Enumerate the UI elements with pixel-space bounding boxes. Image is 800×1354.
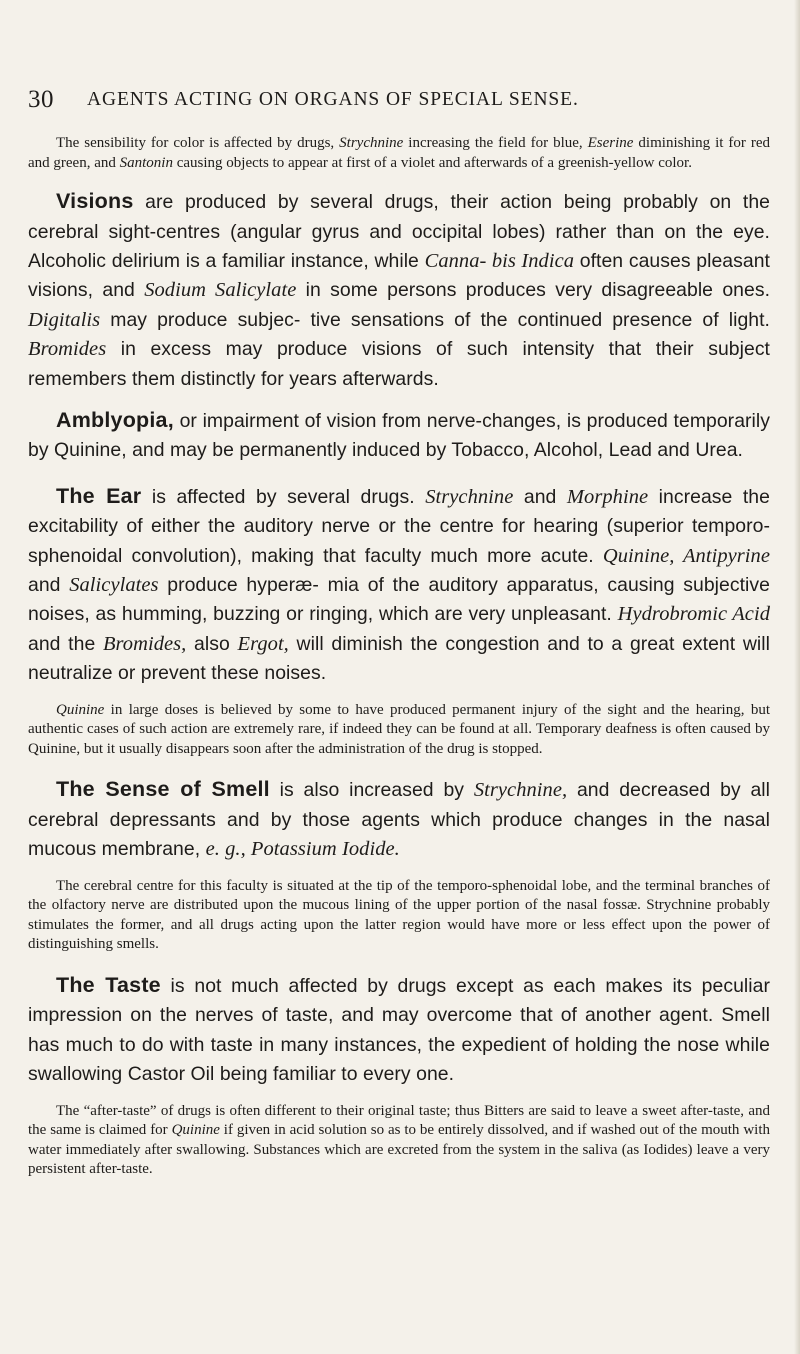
drug-name: Sodium Salicylate bbox=[144, 279, 297, 302]
text-run: are produced by several drugs, their action being probably on the cerebral sight-centres (angular gyrus and occipital lobes) rather than on the eye. Alcoholic delirium is a familiar instance, while bbox=[28, 191, 770, 272]
text-run: causing objects to appear at first of a violet and afterwards of a greenish-yellow color. bbox=[172, 154, 692, 171]
text-run: and bbox=[28, 574, 70, 597]
section-heading: The Taste bbox=[56, 973, 161, 998]
page-edge bbox=[794, 0, 800, 1354]
drug-name: e. g., Potassium Iodide. bbox=[205, 838, 400, 861]
drug-name: Quinine, Antipyrine bbox=[602, 544, 770, 567]
paragraph-ear bbox=[28, 482, 770, 689]
text-run: if given in acid solution so as to be entirely dissolved, and if washed out of the mouth with water immediately after swallowing. Substances which are excreted from the system in the saliva (as Iodides) leave a very persistent after-taste. bbox=[28, 1122, 770, 1178]
paragraph-visions bbox=[28, 187, 770, 394]
drug-name: Strychnine bbox=[339, 135, 404, 151]
text-run: in excess may produce visions of such intensity that their subject remembers them distinctly for years afterwards. bbox=[28, 338, 770, 390]
text-run: and decreased by all cerebral depressants and by those agents which produce changes in the nasal mucous membrane, bbox=[28, 779, 771, 861]
text-run: The “after-taste” of drugs is often different to their original taste; thus Bitters are said to leave a sweet after-taste, and the same is claimed for bbox=[28, 1102, 770, 1139]
drug-name: Strychnine bbox=[425, 485, 514, 508]
drug-name: Morphine bbox=[566, 485, 649, 508]
text-run: will diminish the congestion and to a great extent will neutralize or prevent these noises. bbox=[28, 632, 770, 685]
section-heading: The Ear bbox=[56, 483, 142, 508]
text-run: The cerebral centre for this faculty is situated at the tip of the temporo-sphenoidal lobe, and the terminal branches of the olfactory nerve are distributed upon the mucous lining of the upper portion of the nasal fossæ. Strychnine probably stimulates the former, and all drugs acting upon the latter region would have more or less effect upon the power of distinguishing smells. bbox=[28, 877, 770, 953]
drug-name: Strychnine, bbox=[473, 779, 568, 802]
paragraph-smell bbox=[28, 775, 770, 864]
section-heading: Amblyopia, bbox=[56, 408, 174, 433]
section-heading: Visions bbox=[56, 189, 134, 214]
drug-name: Santonin bbox=[119, 154, 173, 171]
drug-name: Quinine bbox=[171, 1122, 220, 1139]
text-run: is not much affected by drugs except as each makes its peculiar impression on the nerves of taste, and may overcome that of another agent. Smell has much to do with taste in many instances, the expedient of holding the nose while swallowing Castor Oil being familiar to every one. bbox=[28, 975, 770, 1086]
page-body bbox=[28, 134, 770, 1180]
paragraph-taste bbox=[28, 971, 770, 1090]
drug-name: Hydrobromic Acid bbox=[617, 603, 770, 626]
drug-name: Salicylates bbox=[69, 574, 159, 597]
running-head bbox=[28, 86, 770, 116]
paragraph-color-sensibility bbox=[28, 134, 770, 173]
drug-name: Bromides bbox=[28, 338, 107, 361]
text-run: produce hyperæ- mia of the auditory apparatus, causing subjective noises, as humming, buzzing or ringing, which are very unpleasant. bbox=[28, 574, 770, 626]
text-run: and the bbox=[28, 632, 103, 655]
section-heading: The Sense of Smell bbox=[56, 777, 270, 802]
text-run: may produce subjec- tive sensations of the continued presence of light. bbox=[100, 308, 770, 331]
text-run: in large doses is believed by some to have produced permanent injury of the sight and the hearing, but authentic cases of such action are extremely rare, if indeed they can be found at all. Temporary deafness is often caused by Quinine, but it usually disappears soon after the administration of the drug is stopped. bbox=[28, 701, 770, 757]
text-run: is also increased by bbox=[269, 779, 474, 802]
drug-name: Quinine bbox=[56, 701, 105, 718]
text-run: diminishing it for red and green, and bbox=[28, 135, 770, 171]
text-run: in some persons produces very disagreeable ones. bbox=[296, 279, 771, 302]
text-run: and bbox=[513, 485, 567, 508]
drug-name: Ergot, bbox=[237, 632, 289, 655]
text-run: is affected by several drugs. bbox=[141, 485, 426, 508]
drug-name: Eserine bbox=[587, 135, 634, 151]
text-run: or impairment of vision from nerve-changes, is produced temporarily by Quinine, and may be permanently induced by Tobacco, Alcohol, Lead and Urea. bbox=[28, 410, 770, 462]
paragraph-smell-note bbox=[28, 877, 770, 955]
text-run: often causes pleasant visions, and bbox=[28, 250, 770, 302]
drug-name: Bromides, bbox=[102, 632, 187, 655]
text-run: increase the excitability of either the auditory nerve or the centre for hearing (superior temporo-sphenoidal convolution), making that faculty much more acute. bbox=[28, 485, 770, 567]
paragraph-quinine-note bbox=[28, 701, 770, 760]
text-run: increasing the field for blue, bbox=[403, 135, 588, 151]
running-title: AGENTS ACTING ON ORGANS OF SPECIAL SENSE. bbox=[87, 89, 579, 110]
drug-name: Digitalis bbox=[28, 308, 101, 331]
paragraph-after-taste bbox=[28, 1102, 770, 1180]
drug-name: Canna- bis Indica bbox=[424, 250, 575, 272]
page-number: 30 bbox=[28, 86, 54, 113]
text-run: also bbox=[186, 632, 238, 655]
paragraph-amblyopia bbox=[28, 406, 770, 466]
text-run: The sensibility for color is affected by drugs, bbox=[56, 135, 340, 151]
